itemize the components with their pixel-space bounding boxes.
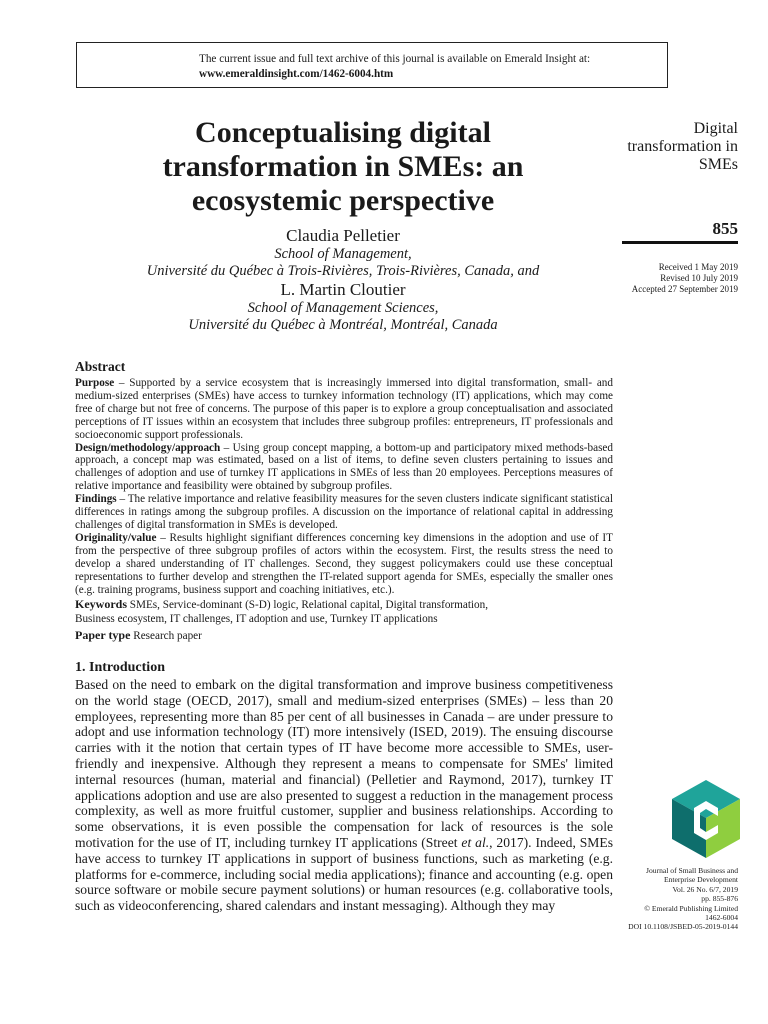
- journal-publisher: © Emerald Publishing Limited: [644, 903, 738, 913]
- notice-text: [199, 52, 590, 82]
- received-date: Received 1 May 2019: [658, 262, 738, 272]
- author-affiliation: Université du Québec à Trois-Rivières, Trois-Rivières, Canada, and: [146, 263, 540, 279]
- abstract-originality: [75, 532, 613, 597]
- abstract-keywords: [75, 597, 613, 626]
- purpose-label: Purpose: [75, 377, 115, 389]
- journal-doi[interactable]: DOI 10.1108/JSBED-05-2019-0144: [628, 922, 738, 932]
- originality-text: – Results highlight signifiant differences concerning key dimensions in the adoption and use of IT from the perspective of three subgroup profiles of actors within the ecosystem. First, the results stress the need to develop a shared understanding of IT challenges. Second, they suggest policymakers could use these conceptual representations to further develop and strengthen the IT-related support agenda for SMEs, especially the smaller ones (e.g. training programs, business support and coaching initiatives, etc.).: [75, 531, 613, 596]
- abstract-heading: Abstract: [75, 359, 126, 374]
- journal-access-notice: [76, 42, 668, 88]
- abstract-findings: [75, 493, 613, 532]
- journal-pages: pp. 855-876: [701, 894, 738, 904]
- abstract-paper-type: [75, 628, 613, 643]
- intro-text: Based on the need to embark on the digital transformation and improve business competitiveness on the world stage (OECD, 2017), small and medium-sized enterprises (SMEs) – less than 20 employees, representing more than 85 per cent of all businesses in Canada – are under pressure to adopt and use information technology (IT) more intensively (ISED, 2019). The ensuing discourse carries with it the notion that certain types of IT have become more accessible to SMEs, user-friendly and inexpensive. Although they represent a means to compensate for SMEs' limited internal resources (human, material and financial) (Pelletier and Raymond, 2017), turnkey IT applications adoption and use are also presented to suggest a reduction in the management process complexity, as well as more fruitful customer, supplier and business relationships. According to some observations, it is even possible the compensation for lack of resources is the sole motivation for the use of IT, including turnkey IT applications (Street: [75, 677, 613, 850]
- abstract-section: [75, 359, 613, 643]
- section-heading: 1. Introduction: [75, 660, 165, 675]
- author-block: [100, 226, 586, 334]
- article-dates: [600, 262, 738, 295]
- purpose-text: – Supported by a service ecosystem that is increasingly immersed into digital transformation, small- and medium-sized enterprises (SMEs) have access to turnkey information technology (IT) applications, which may come free of charge but not free of concerns. The purpose of this paper is to explore a group conceptualisation and associated perceptions of IT issues within an ecosystem that includes three subgroup profiles: entrepreneurs, IT professionals and socioeconomic support professionals.: [75, 377, 613, 441]
- findings-text: – The relative importance and relative feasibility measures for the seven clusters indicate significant statistical differences in ratings among the subgroup profiles. A discussion on the importance of relational capital in addressing challenges of digital transformation in SMEs is developed.: [75, 493, 613, 531]
- notice-url-link[interactable]: www.emeraldinsight.com/1462-6004.htm: [199, 68, 394, 80]
- journal-name: Enterprise Development: [663, 875, 738, 885]
- paper-type-text: Research paper: [130, 630, 202, 643]
- article-title: Conceptualising digital transformation in SMEs: an ecosystemic perspective: [162, 116, 524, 217]
- author-name: Claudia Pelletier: [286, 226, 400, 245]
- running-title: Digital transformation in SMEs: [627, 120, 738, 173]
- author-affiliation: School of Management,: [274, 246, 412, 262]
- author-name: L. Martin Cloutier: [280, 280, 406, 299]
- journal-volume: Vol. 26 No. 6/7, 2019: [672, 884, 738, 894]
- introduction-body: [75, 677, 613, 914]
- keywords-label: Keywords: [75, 597, 127, 612]
- revised-date: Revised 10 July 2019: [660, 273, 738, 283]
- page-number: 855: [712, 219, 738, 238]
- intro-text: , 2017). Indeed, SMEs have access to turnkey IT applications in support of business functions, such as marketing (e.g. platforms for e-commerce, including social media applications); finance and accounting (e.g. open source software or mobile secure payment solutions) or human resources (e.g. collaborative tools, such as videoconferencing, shared calendars and instant messaging). Although they may: [75, 834, 613, 914]
- abstract-purpose: [75, 377, 613, 442]
- keywords-text: SMEs, Service-dominant (S-D) logic, Relational capital, Digital transformation,: [127, 599, 489, 612]
- design-text: – Using group concept mapping, a bottom-up and participatory mixed methods-based approach, a concept map was estimated, based on a list of items, to define seven clusters pertaining to issues and challenges of adoption and use of turnkey IT applications in SMEs of less than 20 employees. Perceptions measures of relative importance and feasibility were obtained by subgroup profiles.: [75, 441, 613, 493]
- side-divider: [622, 241, 738, 244]
- notice-sentence: The current issue and full text archive of this journal is available on Emerald Insight at:: [199, 53, 591, 65]
- findings-label: Findings: [75, 493, 117, 506]
- journal-citation: [600, 866, 738, 932]
- intro-etal: et al.: [461, 834, 490, 850]
- author-affiliation: Université du Québec à Montréal, Montréal, Canada: [188, 317, 498, 333]
- paper-type-label: Paper type: [75, 628, 131, 643]
- keywords-text: Business ecosystem, IT challenges, IT adoption and use, Turnkey IT applications: [75, 613, 438, 626]
- author-affiliation: School of Management Sciences,: [247, 300, 439, 316]
- design-label: Design/methodology/approach: [75, 441, 221, 454]
- abstract-design: [75, 442, 613, 494]
- emerald-logo-icon: [672, 780, 740, 858]
- journal-issn: 1462-6004: [705, 913, 738, 923]
- accepted-date: Accepted 27 September 2019: [631, 284, 738, 294]
- journal-name: Journal of Small Business and: [646, 866, 738, 875]
- originality-label: Originality/value: [75, 531, 157, 544]
